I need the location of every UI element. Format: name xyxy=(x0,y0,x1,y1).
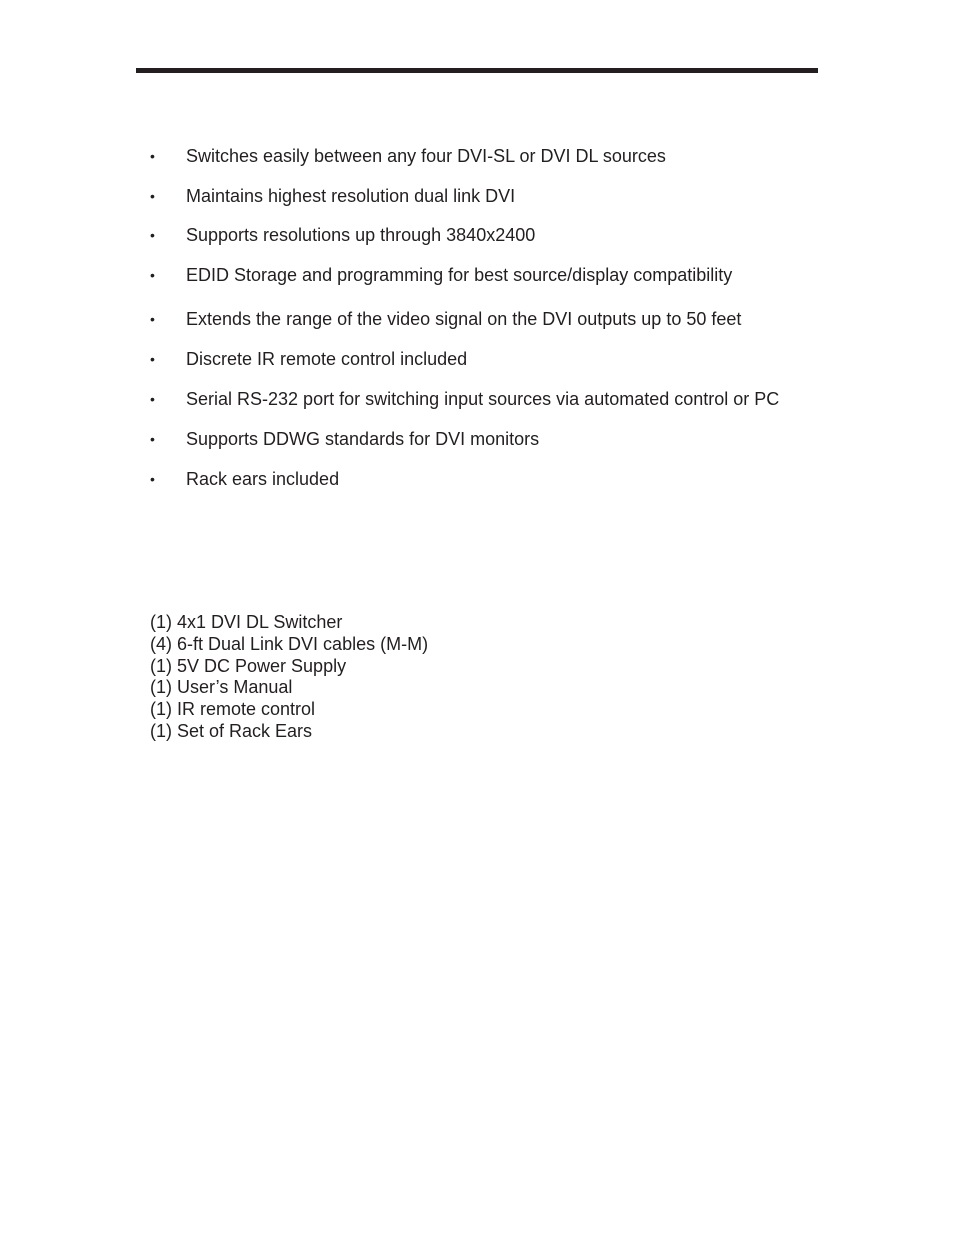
feature-text: Discrete IR remote control included xyxy=(186,349,468,369)
feature-text: Serial RS-232 port for switching input sources via automated control or PC xyxy=(186,389,780,409)
feature-text: Extends the range of the video signal on the DVI outputs up to 50 feet xyxy=(186,309,742,329)
bullet-icon: • xyxy=(150,311,155,327)
package-contents-list xyxy=(150,612,428,743)
bullet-icon: • xyxy=(150,471,155,487)
package-item: (1) 5V DC Power Supply xyxy=(150,655,347,676)
bullet-icon: • xyxy=(150,391,155,407)
package-item: (1) 4x1 DVI DL Switcher xyxy=(150,612,343,632)
bullet-icon: • xyxy=(150,227,155,243)
package-item: (1) Set of Rack Ears xyxy=(150,720,313,741)
feature-text: Rack ears included xyxy=(186,469,340,489)
package-item: (1) User’s Manual xyxy=(150,677,293,698)
feature-text: Supports DDWG standards for DVI monitors xyxy=(186,429,540,449)
header-rule xyxy=(136,68,818,73)
bullet-icon: • xyxy=(150,148,155,164)
feature-text: Maintains highest resolution dual link DVI xyxy=(186,186,516,206)
bullet-icon: • xyxy=(150,188,155,204)
bullet-icon: • xyxy=(150,267,155,283)
feature-text: EDID Storage and programming for best source/display compatibility xyxy=(186,265,733,285)
bullet-icon: • xyxy=(150,431,155,447)
bullet-icon: • xyxy=(150,351,155,367)
package-item: (4) 6-ft Dual Link DVI cables (M-M) xyxy=(150,633,429,654)
feature-text: Supports resolutions up through 3840x2400 xyxy=(186,225,536,245)
feature-text: Switches easily between any four DVI-SL or DVI DL sources xyxy=(186,146,666,166)
package-item: (1) IR remote control xyxy=(150,699,316,720)
